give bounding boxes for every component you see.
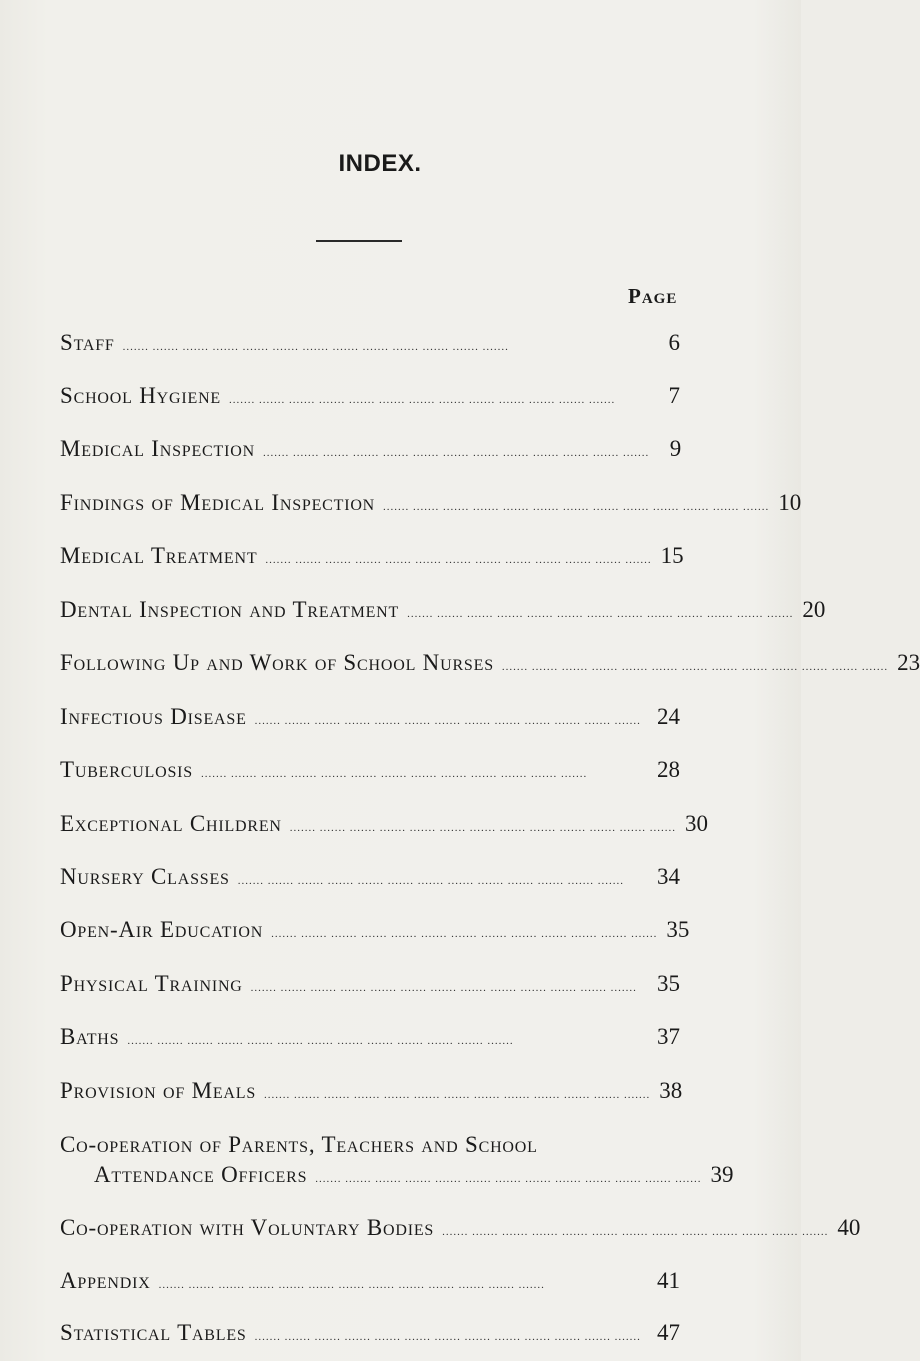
entry-label: Provision of Meals [60, 1078, 257, 1103]
dot-leader: ....... ....... ....... ....... ....... ....... ....... ....... ....... ....... ....... ....... ....... [315, 1173, 702, 1185]
index-entry-medical-treatment[interactable] [60, 543, 684, 573]
dot-leader: ....... ....... ....... ....... ....... ....... ....... ....... ....... ....... ....... ....... ....... [254, 1331, 641, 1343]
entry-page-number: 38 [659, 1078, 683, 1103]
index-entry-tuberculosis[interactable] [60, 757, 680, 787]
entry-page-number: 28 [657, 757, 680, 782]
entry-page-number: 6 [668, 330, 680, 355]
entry-label: Medical Inspection [60, 436, 255, 461]
title-underline-rule [316, 240, 402, 242]
dot-leader: ....... ....... ....... ....... ....... ....... ....... ....... ....... ....... ....... ....... ....... [237, 875, 624, 887]
entry-page-number: 10 [778, 490, 802, 515]
entry-page-number: 7 [668, 383, 680, 408]
entry-page-number: 35 [657, 971, 680, 996]
index-entry-baths[interactable] [60, 1024, 680, 1054]
entry-page-number: 41 [657, 1268, 680, 1293]
index-entry-co-operation-of-parents[interactable] [60, 1132, 734, 1192]
entry-label: Open-Air Education [60, 917, 264, 942]
entry-label: School Hygiene [60, 383, 221, 408]
dot-leader: ....... ....... ....... ....... ....... ....... ....... ....... ....... ....... ....... ....... ....... [271, 928, 658, 940]
index-entry-medical-inspection[interactable] [60, 436, 680, 466]
index-entry-staff[interactable] [60, 330, 680, 360]
entry-label: Following Up and Work of School Nurses [60, 650, 494, 675]
dot-leader: ....... ....... ....... ....... ....... ....... ....... ....... ....... ....... ....... ....... ....... [264, 1089, 651, 1101]
index-entry-statistical-tables[interactable] [60, 1320, 680, 1350]
index-entry-co-operation-voluntary-bodies[interactable] [60, 1215, 861, 1245]
entry-label: Co-operation with Voluntary Bodies [60, 1215, 435, 1240]
dot-leader: ....... ....... ....... ....... ....... ....... ....... ....... ....... ....... ....... ....... ....... [127, 1035, 514, 1047]
index-entry-appendix[interactable] [60, 1268, 680, 1298]
entry-label: Physical Training [60, 971, 243, 996]
dot-leader: ....... ....... ....... ....... ....... ....... ....... ....... ....... ....... ....... ....... ....... [122, 341, 509, 353]
entry-label-line-1: Co-operation of Parents, Teachers and School [60, 1132, 538, 1157]
index-entry-findings-of-medical-inspection[interactable] [60, 490, 802, 520]
entry-label: Staff [60, 330, 115, 355]
entry-page-number: 24 [657, 704, 680, 729]
dot-leader: ....... ....... ....... ....... ....... ....... ....... ....... ....... ....... ....... ....... ....... [442, 1226, 829, 1238]
dot-leader: ....... ....... ....... ....... ....... ....... ....... ....... ....... ....... ....... ....... ....... [407, 608, 794, 620]
entry-page-number: 40 [837, 1215, 861, 1240]
index-entry-open-air-education[interactable] [60, 917, 690, 947]
index-title: INDEX. [338, 150, 422, 177]
dot-leader: ....... ....... ....... ....... ....... ....... ....... ....... ....... ....... ....... ....... ....... [250, 982, 637, 994]
dot-leader: ....... ....... ....... ....... ....... ....... ....... ....... ....... ....... ....... ....... ....... [262, 447, 650, 459]
entry-page-number: 9 [669, 436, 682, 461]
dot-leader: ....... ....... ....... ....... ....... ....... ....... ....... ....... ....... ....... ....... ....... [201, 768, 588, 780]
entry-page-number: 34 [657, 864, 680, 889]
index-entry-infectious-disease[interactable] [60, 704, 680, 734]
dot-leader: ....... ....... ....... ....... ....... ....... ....... ....... ....... ....... ....... ....... ....... [501, 661, 889, 673]
entry-label: Medical Treatment [60, 543, 258, 568]
entry-label: Infectious Disease [60, 704, 247, 729]
entry-label: Baths [60, 1024, 120, 1049]
dot-leader: ....... ....... ....... ....... ....... ....... ....... ....... ....... ....... ....... ....... ....... [158, 1279, 545, 1291]
entry-label: Tuberculosis [60, 757, 194, 782]
entry-label-line-2: Attendance Officers [94, 1162, 308, 1187]
dot-leader: ....... ....... ....... ....... ....... ....... ....... ....... ....... ....... ....... ....... ....... [229, 394, 616, 406]
entry-page-number: 37 [657, 1024, 680, 1049]
entry-label: Findings of Medical Inspection [60, 490, 376, 515]
dot-leader: ....... ....... ....... ....... ....... ....... ....... ....... ....... ....... ....... ....... ....... [289, 822, 677, 834]
entry-label: Statistical Tables [60, 1320, 247, 1345]
dot-leader: ....... ....... ....... ....... ....... ....... ....... ....... ....... ....... ....... ....... ....... [254, 715, 641, 727]
index-entry-nursery-classes[interactable] [60, 864, 680, 894]
entry-page-number: 35 [666, 917, 690, 942]
index-entry-physical-training[interactable] [60, 971, 680, 1001]
entry-label: Nursery Classes [60, 864, 230, 889]
page-column-header: Page [628, 284, 678, 308]
entry-page-number: 30 [685, 811, 709, 836]
entry-page-number: 20 [802, 597, 826, 622]
entry-label: Appendix [60, 1268, 151, 1293]
entry-page-number: 23 [897, 650, 920, 675]
dot-leader: ....... ....... ....... ....... ....... ....... ....... ....... ....... ....... ....... ....... ....... [383, 501, 770, 513]
entry-label: Exceptional Children [60, 811, 282, 836]
index-entry-school-hygiene[interactable] [60, 383, 680, 413]
entry-page-number: 47 [657, 1320, 680, 1345]
entry-page-number: 15 [660, 543, 684, 568]
dot-leader: ....... ....... ....... ....... ....... ....... ....... ....... ....... ....... ....... ....... ....... [265, 554, 652, 566]
entry-label: Dental Inspection and Treatment [60, 597, 400, 622]
index-entry-dental-inspection[interactable] [60, 597, 826, 627]
entry-page-number: 39 [710, 1162, 734, 1187]
index-entry-following-up[interactable] [60, 650, 920, 680]
index-entry-exceptional-children[interactable] [60, 811, 709, 841]
index-entry-provision-of-meals[interactable] [60, 1078, 683, 1108]
